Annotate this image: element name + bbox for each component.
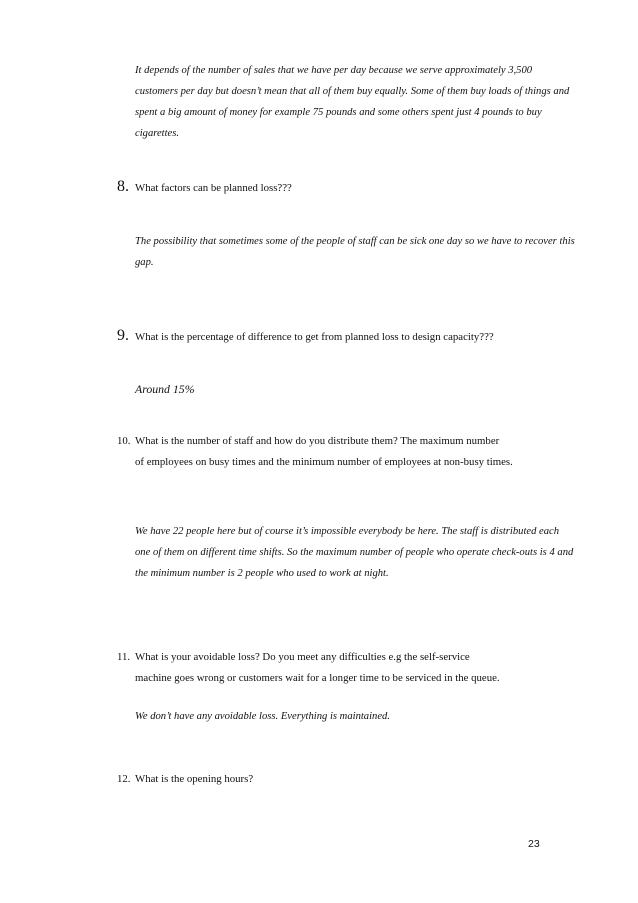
answer-8: The possibility that sometimes some of the people of staff can be sick one day so we have to recover this gap.: [135, 236, 575, 268]
question-12-number: 12.: [117, 773, 131, 785]
question-11-number: 11.: [117, 651, 131, 663]
answer-7: It depends of the number of sales that we have per day because we serve approximately 3,500 customers per day but doesn’t mean that all of them buy equally. Some of them buy loads of things and spent a big amount of money for example 75 pounds and some others spent just 4 pounds to buy cigarettes.: [135, 65, 570, 139]
question-8-number: 8.: [117, 178, 129, 195]
question-10-text: What is the number of staff and how do you distribute them? The maximum number: [135, 435, 500, 447]
question-12-text: What is the opening hours?: [135, 773, 254, 785]
question-10: [117, 431, 557, 473]
answer-11: We don’t have any avoidable loss. Everything is maintained.: [135, 711, 390, 722]
answer-10: We have 22 people here but of course it’s impossible everybody be here. The staff is distributed each one of them on different time shifts. So the maximum number of people who operate check-outs is 4 and the minimum number is 2 people who used to work at night.: [135, 526, 574, 579]
question-10-continued: of employees on busy times and the minimum number of employees at non-busy times.: [135, 456, 513, 468]
question-9: [117, 325, 557, 348]
question-8-text: What factors can be planned loss???: [135, 182, 292, 194]
answer-9: Around 15%: [135, 382, 195, 396]
question-12: [117, 769, 557, 790]
question-10-number: 10.: [117, 435, 131, 447]
question-9-number: 9.: [117, 327, 129, 344]
question-9-text: What is the percentage of difference to get from planned loss to design capacity???: [135, 331, 494, 343]
question-8: [117, 176, 557, 199]
question-11-continued: machine goes wrong or customers wait for a longer time to be serviced in the queue.: [135, 672, 500, 684]
question-11-text: What is your avoidable loss? Do you meet any difficulties e.g the self-service: [135, 651, 470, 663]
page-number: 23: [528, 838, 540, 850]
question-11: [117, 647, 557, 689]
